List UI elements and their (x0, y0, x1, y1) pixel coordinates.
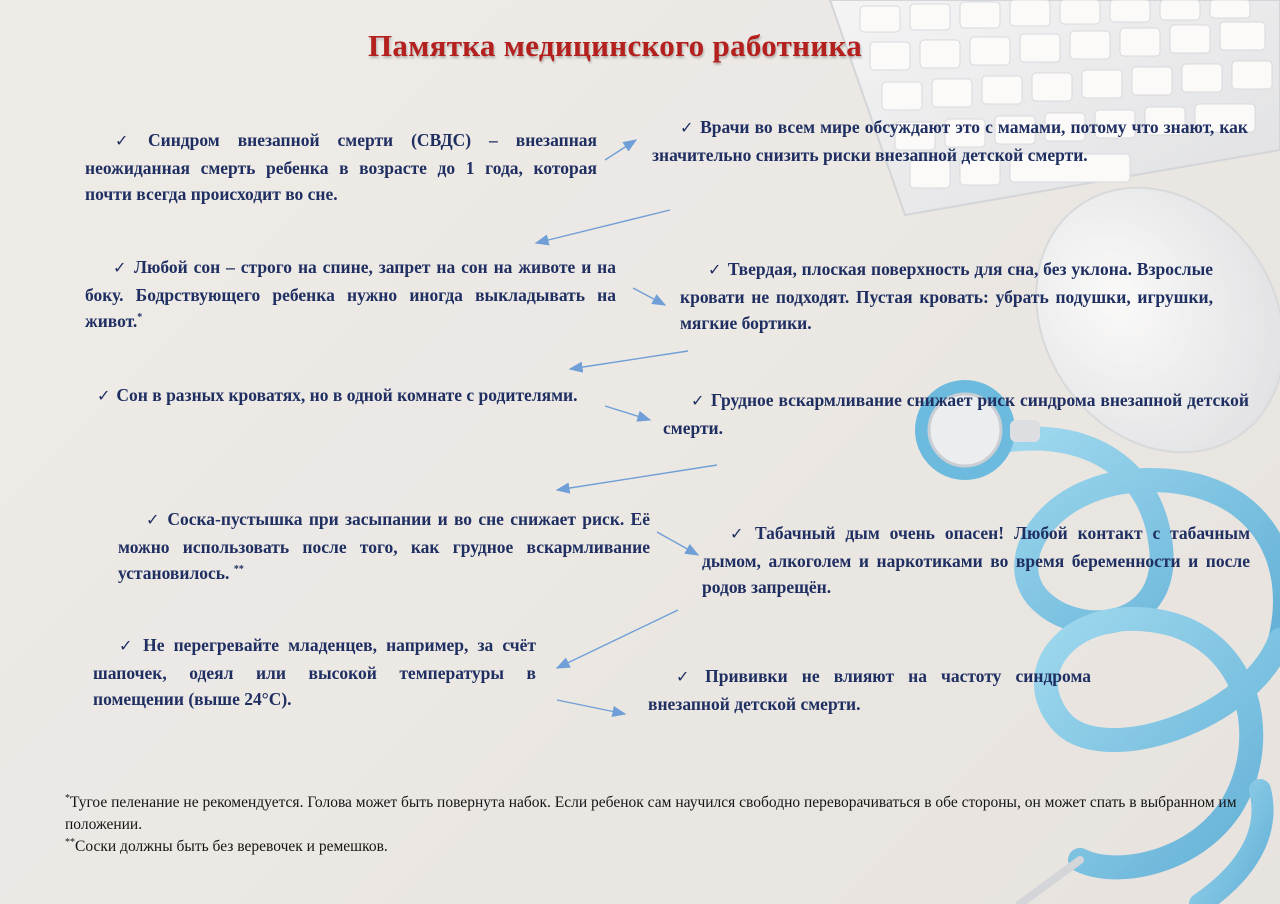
check-icon: ✓ (730, 524, 749, 543)
check-icon: ✓ (115, 131, 142, 150)
footnote-1 (65, 792, 1255, 836)
check-icon: ✓ (676, 667, 700, 686)
check-icon: ✓ (119, 636, 138, 655)
check-icon: ✓ (680, 118, 695, 137)
check-icon: ✓ (113, 258, 128, 277)
arrow-icon (633, 288, 665, 305)
item-text: Не перегревайте младенцев, например, за счёт шапочек, одеял или высокой температуры в помещении (выше 24°С). (93, 635, 537, 709)
arrow-icon (570, 351, 688, 369)
footnote-mark: * (137, 312, 143, 324)
page-title: Памятка медицинского работника (368, 28, 862, 63)
arrow-icon (657, 532, 698, 555)
check-icon: ✓ (708, 260, 722, 279)
item-text: Сон в разных кроватях, но в одной комнате с родителями. (116, 385, 578, 405)
footnote-mark: * (65, 792, 70, 804)
item-text: Твердая, плоская поверхность для сна, без уклона. Взрослые кровати не подходят. Пустая кровать: убрать подушки, игрушки, мягкие бортики. (680, 259, 1213, 333)
check-icon: ✓ (691, 391, 705, 410)
footnote-mark: ** (233, 564, 244, 576)
item-text: Синдром внезапной смерти (СВДС) – внезапная неожиданная смерть ребенка в возрасте до 1 года, которая почти всегда происходит во сне. (85, 130, 597, 204)
footnote-2 (65, 836, 1255, 858)
item-text: Табачный дым очень опасен! Любой контакт с табачным дымом, алкоголем и наркотиками во время беременности и после родов запрещён. (702, 523, 1250, 597)
item-text: Любой сон – строго на спине, запрет на сон на животе и на боку. Бодрствующего ребенка нужно иногда выкладывать на живот. (85, 257, 617, 331)
footnotes (65, 792, 1255, 858)
item-text: Врачи во всем мире обсуждают это с мамами, потому что знают, как значительно снизить риски внезапной детской смерти. (652, 117, 1249, 165)
item-text: Грудное вскармливание снижает риск синдрома внезапной детской смерти. (663, 390, 1250, 438)
footnote-text: Соски должны быть без веревочек и ремешков. (75, 838, 388, 855)
arrow-icon (605, 406, 650, 420)
arrow-icon (605, 140, 636, 160)
footnote-mark: ** (65, 836, 75, 848)
arrow-icon (536, 210, 670, 243)
item-text: Соска-пустышка при засыпании и во сне снижает риск. Её можно использовать после того, как грудное вскармливание установилось. (118, 509, 650, 583)
item-text: Прививки не влияют на частоту синдрома внезапной детской смерти. (648, 666, 1092, 714)
footnote-text: Тугое пеленание не рекомендуется. Голова может быть повернута набок. Если ребенок сам научился свободно переворачиваться в обе стороны, он может спать в выбранном им положении. (65, 794, 1237, 833)
arrow-icon (557, 610, 678, 668)
check-icon: ✓ (97, 386, 111, 405)
check-icon: ✓ (146, 510, 162, 529)
arrow-icon (557, 465, 717, 490)
arrow-icon (557, 700, 625, 714)
